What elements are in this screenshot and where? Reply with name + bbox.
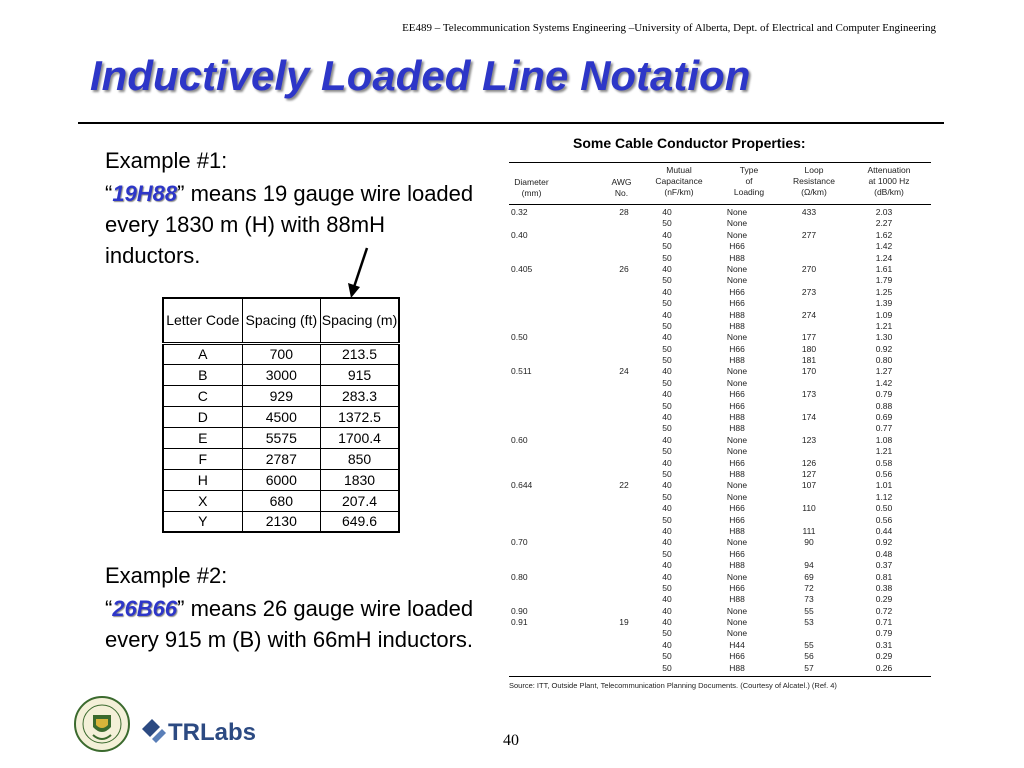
cable-table-caption: Some Cable Conductor Properties: (573, 135, 806, 151)
cable-table-cell: 50 (662, 298, 672, 309)
cable-header-5: Attenuation at 1000 Hz (dB/km) (867, 165, 911, 197)
page-number: 40 (503, 732, 519, 749)
cable-table-cell: 0.60 (511, 434, 528, 445)
letter-table-cell: 2787 (242, 448, 320, 469)
cable-table-cell: 0.72 (875, 605, 893, 616)
cable-table-cell: 127 (801, 468, 817, 479)
cable-table-cell: H66 (729, 457, 745, 468)
cable-table-cell: 50 (662, 320, 672, 331)
cable-table-cell: 40 (662, 537, 672, 548)
cable-table-cell: 180 (801, 343, 817, 354)
cable-table-row (509, 355, 931, 366)
cable-table-cell: 50 (662, 343, 672, 354)
cable-table-cell: 0.90 (511, 605, 528, 616)
cable-table-cell: None (726, 377, 748, 388)
letter-table-row (163, 490, 399, 511)
cable-table-cell: 1.01 (875, 480, 893, 491)
cable-table-cell: None (726, 366, 748, 377)
cable-table-cell: None (726, 491, 748, 502)
cable-table-cell: 1.09 (875, 309, 893, 320)
cable-table-row (509, 287, 931, 298)
cable-table-cell: 270 (801, 263, 817, 274)
cable-table-cell: 0.88 (875, 400, 893, 411)
cable-table-cell: 277 (801, 229, 817, 240)
cable-table-cell: 24 (619, 366, 629, 377)
cable-table-row (509, 480, 931, 491)
cable-table-cell: H88 (729, 662, 745, 673)
example2-description (105, 593, 485, 655)
cable-table-row (509, 264, 931, 275)
cable-table-cell: 0.644 (511, 480, 533, 491)
cable-table-cell: 50 (662, 514, 672, 525)
cable-table-cell: 73 (804, 594, 814, 605)
cable-table-cell: None (726, 605, 748, 616)
cable-table-cell: 53 (804, 617, 814, 628)
cable-table-cell: 0.79 (875, 628, 893, 639)
cable-table-row (509, 549, 931, 560)
letter-table-cell: 213.5 (321, 343, 399, 364)
cable-table-cell: 0.50 (875, 503, 893, 514)
cable-table-cell: 40 (662, 605, 672, 616)
cable-table-cell: 1.42 (875, 241, 893, 252)
cable-table-row (509, 469, 931, 480)
letter-table-row (163, 511, 399, 532)
cable-table-row (509, 435, 931, 446)
cable-table-cell: 1.21 (875, 446, 893, 457)
cable-table-cell: 1.79 (875, 275, 893, 286)
cable-table-row (509, 503, 931, 514)
cable-table-cell: None (726, 537, 748, 548)
cable-table-cell: 0.70 (511, 537, 528, 548)
cable-table-row (509, 537, 931, 548)
cable-table-cell: 40 (662, 389, 672, 400)
cable-header-3: Type of Loading (733, 165, 765, 197)
letter-table-cell: F (163, 448, 242, 469)
cable-table-cell: 0.29 (875, 594, 893, 605)
cable-table-cell: 177 (801, 332, 817, 343)
cable-table-row (509, 583, 931, 594)
cable-table-row (509, 207, 931, 218)
cable-table-cell: 40 (662, 571, 672, 582)
cable-table-cell: 22 (619, 480, 629, 491)
cable-table-cell: 72 (804, 582, 814, 593)
cable-table-cell: H88 (729, 594, 745, 605)
letter-table-cell: 283.3 (321, 385, 399, 406)
letter-table-row (163, 406, 399, 427)
cable-table-row (509, 446, 931, 457)
cable-table-cell: 0.26 (875, 662, 893, 673)
cable-table-cell: None (726, 434, 748, 445)
cable-table-cell: H88 (729, 468, 745, 479)
letter-table-cell: 915 (321, 364, 399, 385)
cable-table-cell: H66 (729, 400, 745, 411)
cable-table-cell: 0.91 (511, 617, 528, 628)
cable-table-cell: 2.03 (875, 207, 893, 217)
cable-table-cell: 273 (801, 286, 817, 297)
letter-table-cell: 680 (242, 490, 320, 511)
cable-table-cell: H66 (729, 389, 745, 400)
cable-table-cell: 50 (662, 446, 672, 457)
cable-table-cell: 50 (662, 377, 672, 388)
cable-table-body (509, 205, 931, 674)
cable-table-cell: 40 (662, 457, 672, 468)
cable-table-cell: 0.92 (875, 537, 893, 548)
cable-table-cell: H44 (729, 639, 745, 650)
cable-table-cell: H66 (729, 503, 745, 514)
cable-table-cell: None (726, 446, 748, 457)
cable-table-cell: 50 (662, 662, 672, 673)
cable-table-cell: H88 (729, 525, 745, 536)
letter-table-cell: 1700.4 (321, 427, 399, 448)
letter-table-row (163, 364, 399, 385)
cable-header-2: Mutual Capacitance (nF/km) (655, 165, 703, 197)
cable-table-cell: H88 (729, 412, 745, 423)
example1-open-quote: “ (105, 181, 113, 206)
cable-table-row (509, 640, 931, 651)
example2-label: Example #2: (105, 563, 228, 588)
title-rule (78, 122, 944, 124)
example1-description (105, 178, 485, 271)
cable-table-cell: None (726, 617, 748, 628)
cable-table-cell: 26 (619, 263, 629, 274)
cable-table-cell: 0.80 (511, 571, 528, 582)
cable-table-row (509, 253, 931, 264)
cable-table-cell: 50 (662, 651, 672, 662)
cable-table-cell: 1.24 (875, 252, 893, 263)
letter-table-row (163, 385, 399, 406)
cable-table-cell: 40 (662, 207, 672, 217)
cable-table-row (509, 275, 931, 286)
cable-table-cell: 40 (662, 594, 672, 605)
cable-table-cell: 1.39 (875, 298, 893, 309)
letter-table-cell: 1372.5 (321, 406, 399, 427)
letter-table-header-0: Letter Code (163, 298, 242, 343)
cable-table-cell: 0.69 (875, 412, 893, 423)
cable-table-cell: 40 (662, 617, 672, 628)
cable-table-cell: 110 (802, 503, 816, 514)
cable-table-cell: 50 (662, 275, 672, 286)
cable-table-cell: 0.56 (875, 514, 893, 525)
cable-table-cell: 94 (804, 560, 814, 571)
cable-table-cell: 57 (804, 662, 814, 673)
letter-table-cell: 207.4 (321, 490, 399, 511)
cable-table-cell: 50 (662, 252, 672, 263)
letter-table-cell: D (163, 406, 242, 427)
letter-table-cell: X (163, 490, 242, 511)
letter-table-cell: 2130 (242, 511, 320, 532)
cable-table-cell: H88 (729, 320, 745, 331)
cable-table-cell: 69 (804, 571, 814, 582)
cable-table-cell: 1.62 (875, 229, 893, 240)
cable-table-row (509, 560, 931, 571)
letter-table-cell: 929 (242, 385, 320, 406)
cable-table-cell: 0.50 (511, 332, 528, 343)
cable-table-cell: None (726, 332, 748, 343)
cable-table-cell: 1.08 (875, 434, 893, 445)
cable-table-row (509, 401, 931, 412)
cable-table-cell: 50 (662, 491, 672, 502)
cable-table-cell: 40 (662, 286, 672, 297)
cable-table-cell: 2.27 (875, 218, 893, 229)
example2-open-quote: “ (105, 596, 113, 621)
cable-table-cell: 40 (662, 412, 672, 423)
cable-table-row (509, 663, 931, 674)
cable-table-cell: 0.511 (511, 366, 532, 377)
cable-table-cell: 0.71 (875, 617, 893, 628)
letter-table-cell: C (163, 385, 242, 406)
cable-table-row (509, 310, 931, 321)
cable-table-cell: None (726, 207, 748, 217)
cable-table-cell: 0.58 (875, 457, 893, 468)
cable-table-cell: H66 (729, 651, 745, 662)
cable-table-cell: 50 (662, 548, 672, 559)
letter-table-row (163, 469, 399, 490)
cable-table-cell: 28 (619, 207, 629, 217)
cable-table-row (509, 378, 931, 389)
cable-table-row (509, 651, 931, 662)
cable-table-header (509, 163, 931, 205)
cable-table-cell: H88 (729, 252, 745, 263)
cable-table-cell: 1.12 (875, 491, 893, 502)
cable-table-cell: 1.61 (875, 263, 893, 274)
cable-table-cell: 19 (619, 617, 629, 628)
cable-table-cell: 50 (662, 468, 672, 479)
cable-table-row (509, 366, 931, 377)
cable-table-cell: 40 (662, 560, 672, 571)
cable-table-cell: H88 (729, 309, 745, 320)
cable-table-cell: 126 (801, 457, 817, 468)
cable-table-cell: H66 (729, 548, 745, 559)
letter-table-cell: B (163, 364, 242, 385)
letter-table-cell: H (163, 469, 242, 490)
cable-table-cell: 50 (662, 218, 672, 229)
letter-table-cell: A (163, 343, 242, 364)
cable-table-cell: None (726, 218, 748, 229)
cable-table-cell: H88 (729, 560, 745, 571)
cable-table-source: Source: ITT, Outside Plant, Telecommunication Planning Documents. (Courtesy of Alcatel.) (Ref. 4) (509, 681, 837, 691)
cable-table-cell: None (726, 275, 748, 286)
cable-table-cell: 1.25 (875, 286, 893, 297)
trlabs-logo (140, 715, 257, 747)
cable-table-cell: 111 (802, 525, 816, 536)
cable-table-cell: 50 (662, 582, 672, 593)
cable-table-cell: H66 (729, 286, 745, 297)
cable-table-cell: H88 (729, 355, 745, 366)
cable-table-cell: H66 (729, 343, 745, 354)
letter-table-cell: 5575 (242, 427, 320, 448)
cable-table-cell: 274 (801, 309, 817, 320)
cable-table-cell: 107 (801, 480, 817, 491)
cable-properties-table (509, 162, 931, 690)
cable-table-row (509, 412, 931, 423)
cable-table-cell: 0.79 (875, 389, 893, 400)
cable-table-row (509, 572, 931, 583)
cable-table-row (509, 617, 931, 628)
example1-label: Example #1: (105, 148, 228, 173)
pointer-arrow (340, 245, 380, 300)
letter-table-cell: 1830 (321, 469, 399, 490)
cable-table-cell: None (726, 229, 748, 240)
cable-table-row (509, 458, 931, 469)
cable-table-cell: 40 (662, 503, 672, 514)
cable-table-cell: 40 (662, 480, 672, 491)
cable-table-cell: None (726, 263, 748, 274)
cable-table-row (509, 218, 931, 229)
cable-table-cell: 50 (662, 628, 672, 639)
cable-table-cell: 0.32 (511, 207, 528, 217)
letter-table-cell: 3000 (242, 364, 320, 385)
cable-table-cell: 1.30 (875, 332, 893, 343)
cable-table-cell: 0.48 (875, 548, 893, 559)
cable-table-cell: None (726, 480, 748, 491)
example1-code: 19H88 (112, 181, 178, 206)
letter-table-row (163, 343, 399, 364)
cable-table-row (509, 344, 931, 355)
letter-table-cell: Y (163, 511, 242, 532)
cable-table-cell: 174 (801, 412, 817, 423)
cable-table-cell: H66 (729, 241, 745, 252)
cable-table-cell: 50 (662, 241, 672, 252)
letter-table-cell: 4500 (242, 406, 320, 427)
cable-table-cell: 40 (662, 525, 672, 536)
cable-table-row (509, 332, 931, 343)
cable-table-cell: 90 (804, 537, 814, 548)
cable-table-row (509, 492, 931, 503)
cable-table-cell: 433 (801, 207, 817, 217)
cable-header-1: AWG No. (611, 177, 632, 198)
letter-table-row (163, 448, 399, 469)
letter-table-row (163, 427, 399, 448)
university-of-alberta-logo (73, 695, 131, 753)
cable-table-cell: 0.92 (875, 343, 893, 354)
cable-table-cell: 173 (801, 389, 817, 400)
letter-table-cell: E (163, 427, 242, 448)
cable-table-row (509, 594, 931, 605)
cable-header-0: Diameter (mm) (514, 177, 549, 198)
cable-table-cell: 0.38 (875, 582, 893, 593)
cable-table-row (509, 423, 931, 434)
example2-text: ” means 26 gauge wire loaded every 915 m (B) with 66mH inductors. (105, 596, 474, 652)
cable-table-cell: 0.405 (511, 263, 533, 274)
cable-header-4: Loop Resistance (Ω/km) (792, 165, 836, 197)
cable-table-cell: None (726, 571, 748, 582)
cable-table-cell: 50 (662, 355, 672, 366)
cable-table-cell: 40 (662, 263, 672, 274)
cable-table-cell: 0.80 (875, 355, 893, 366)
cable-table-cell: H66 (729, 514, 745, 525)
letter-table-header-2: Spacing (m) (321, 298, 399, 343)
slide-header: EE489 – Telecommunication Systems Engineering –University of Alberta, Dept. of Electrical and Computer Engineering (402, 22, 936, 34)
letter-table-cell: 850 (321, 448, 399, 469)
cable-table-cell: 40 (662, 434, 672, 445)
trlabs-logo-text: TRLabs (168, 719, 257, 746)
cable-table-row (509, 515, 931, 526)
cable-table-cell: 40 (662, 229, 672, 240)
cable-table-row (509, 230, 931, 241)
cable-table-row (509, 526, 931, 537)
cable-table-cell: None (726, 628, 748, 639)
cable-table-cell: 0.31 (875, 639, 893, 650)
cable-table-row (509, 628, 931, 639)
cable-table-cell: 50 (662, 400, 672, 411)
cable-table-cell: H66 (729, 298, 745, 309)
cable-table-cell: 1.27 (875, 366, 893, 377)
slide-title: Inductively Loaded Line Notation (90, 52, 751, 99)
cable-table-row (509, 606, 931, 617)
cable-table-cell: 0.40 (511, 229, 528, 240)
cable-table-row (509, 298, 931, 309)
cable-table-cell: 55 (804, 605, 814, 616)
example1-text: ” means 19 gauge wire loaded every 1830 m (H) with 88mH inductors. (105, 181, 474, 268)
cable-table-cell: 0.29 (875, 651, 893, 662)
cable-table-cell: H66 (729, 582, 745, 593)
letter-table-cell: 6000 (242, 469, 320, 490)
cable-table-row (509, 389, 931, 400)
cable-table-cell: H88 (729, 423, 745, 434)
cable-table-cell: 40 (662, 309, 672, 320)
letter-table-cell: 649.6 (321, 511, 399, 532)
cable-table-cell: 0.81 (875, 571, 893, 582)
example2-code: 26B66 (112, 596, 178, 621)
cable-table-cell: 123 (801, 434, 817, 445)
letter-code-table (162, 297, 400, 533)
cable-table-cell: 55 (804, 639, 814, 650)
cable-table-cell: 0.77 (875, 423, 893, 434)
cable-table-cell: 0.44 (875, 525, 893, 536)
letter-table-header-1: Spacing (ft) (242, 298, 320, 343)
cable-table-cell: 0.56 (875, 468, 893, 479)
cable-table-cell: 170 (801, 366, 817, 377)
cable-table-row (509, 321, 931, 332)
letter-table-cell: 700 (242, 343, 320, 364)
cable-table-cell: 40 (662, 366, 672, 377)
cable-table-cell: 40 (662, 332, 672, 343)
cable-table-cell: 1.21 (875, 320, 893, 331)
cable-table-row (509, 241, 931, 252)
cable-table-cell: 0.37 (875, 560, 893, 571)
cable-table-cell: 40 (662, 639, 672, 650)
cable-table-cell: 50 (662, 423, 672, 434)
cable-table-cell: 1.42 (875, 377, 893, 388)
cable-table-cell: 181 (801, 355, 817, 366)
cable-table-cell: 56 (804, 651, 814, 662)
